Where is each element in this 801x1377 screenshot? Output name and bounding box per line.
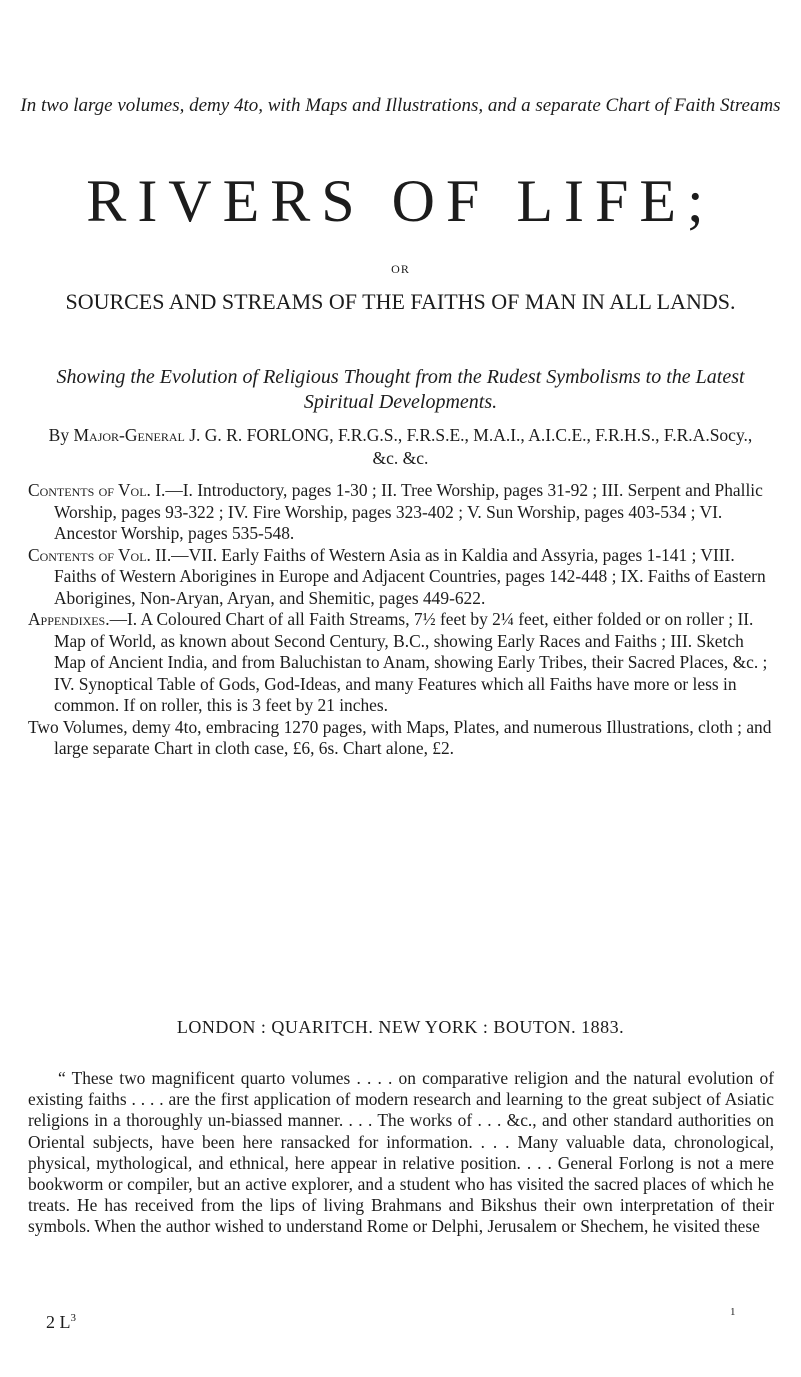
imprint-line: LONDON : QUARITCH. NEW YORK : BOUTON. 1883.	[176, 1017, 625, 1037]
contents-appendixes	[28, 609, 774, 717]
review-quote	[28, 1068, 774, 1238]
contents-heading: Contents of Vol. II.	[28, 544, 172, 565]
contents-text: —I. Introductory, pages 1-30 ; II. Tree Worship, pages 31-92 ; III. Serpent and Phallic Worship, pages 93-322 ; IV. Fire Worship, pages 323-402 ; V. Sun Worship, pages 403-534 ; VI. Ancestor Worship, pages 535-548.	[54, 480, 763, 543]
page-mark-superscript: 1	[730, 1306, 736, 1318]
author-rank: Major-General	[73, 425, 185, 445]
contents-text: —I. A Coloured Chart of all Faith Streams, 7½ feet by 2¼ feet, either folded or on roller ; II. Map of World, as known about Second Century, B.C., showing Early Races and Faiths ; III. Sketch Map of Ancient India, and from Baluchistan to Anam, showing Early Tribes, their Sacred Places, &c. ; IV. Synoptical Table of Gods, God-Ideas, and many Features which all Faiths have more or less in common. If on roller, this is 3 feet by 21 inches.	[54, 609, 768, 715]
book-title: RIVERS OF LIFE;	[86, 168, 715, 234]
signature-superscript: 3	[70, 1312, 76, 1324]
review-text: “ These two magnificent quarto volumes . . . . on comparative religion and the natural evolution of existing faiths . . . . are the first application of modern research and learning to the great subject of Asiatic religions in a thoroughly un-biassed manner. . . . The works of . . . &c., and other standard authorities on Oriental subjects, have been here ransacked for information. . . . Many valuable data, chronological, physical, mythological, and ethnical, here appear in relative position. . . . General Forlong is not a mere bookworm or compiler, but an active explorer, and a student who has visited the sacred places of which he treats. He has received from the lips of living Brahmans and Bikshus their own interpretation of their symbols. When the author wished to understand Rome or Delphi, Jerusalem or Shechem, he visited these	[28, 1068, 774, 1237]
contents-text: Two Volumes, demy 4to, embracing 1270 pages, with Maps, Plates, and numerous Illustrations, cloth ; and large separate Chart in cloth case, £6, 6s. Chart alone, £2.	[28, 716, 772, 758]
author-name: J. G. R. FORLONG, F.R.G.S., F.R.S.E., M.A.I., A.I.C.E., F.R.H.S., F.R.A.Socy., &c. &c.	[189, 425, 753, 468]
contents-section	[28, 480, 774, 760]
signature-mark	[46, 1312, 76, 1333]
author-line	[40, 424, 761, 470]
contents-heading: Appendixes.	[28, 609, 110, 629]
or-separator: OR	[391, 262, 410, 276]
book-subtitle: SOURCES AND STREAMS OF THE FAITHS OF MAN IN ALL LANDS.	[65, 289, 736, 314]
book-description: Showing the Evolution of Religious Thought from the Rudest Symbolisms to the Latest Spiritual Developments.	[56, 366, 745, 413]
page-mark	[730, 1306, 736, 1324]
author-by: By	[48, 425, 70, 445]
intro-line: In two large volumes, demy 4to, with Maps and Illustrations, and a separate Chart of Faith Streams	[20, 95, 781, 116]
signature-text: 2 L	[46, 1312, 71, 1332]
contents-heading: Contents of Vol. I.	[28, 480, 166, 500]
contents-price	[28, 717, 774, 760]
contents-text: —VII. Early Faiths of Western Asia as in Kaldia and Assyria, pages 1-141 ; VIII. Faiths of Western Aborigines in Europe and Adjacent Countries, pages 142-448 ; IX. Faiths of Eastern Aborigines, Non-Aryan, Aryan, and Shemitic, pages 449-622.	[54, 544, 766, 608]
contents-vol-2	[28, 545, 774, 610]
contents-vol-1	[28, 480, 774, 545]
